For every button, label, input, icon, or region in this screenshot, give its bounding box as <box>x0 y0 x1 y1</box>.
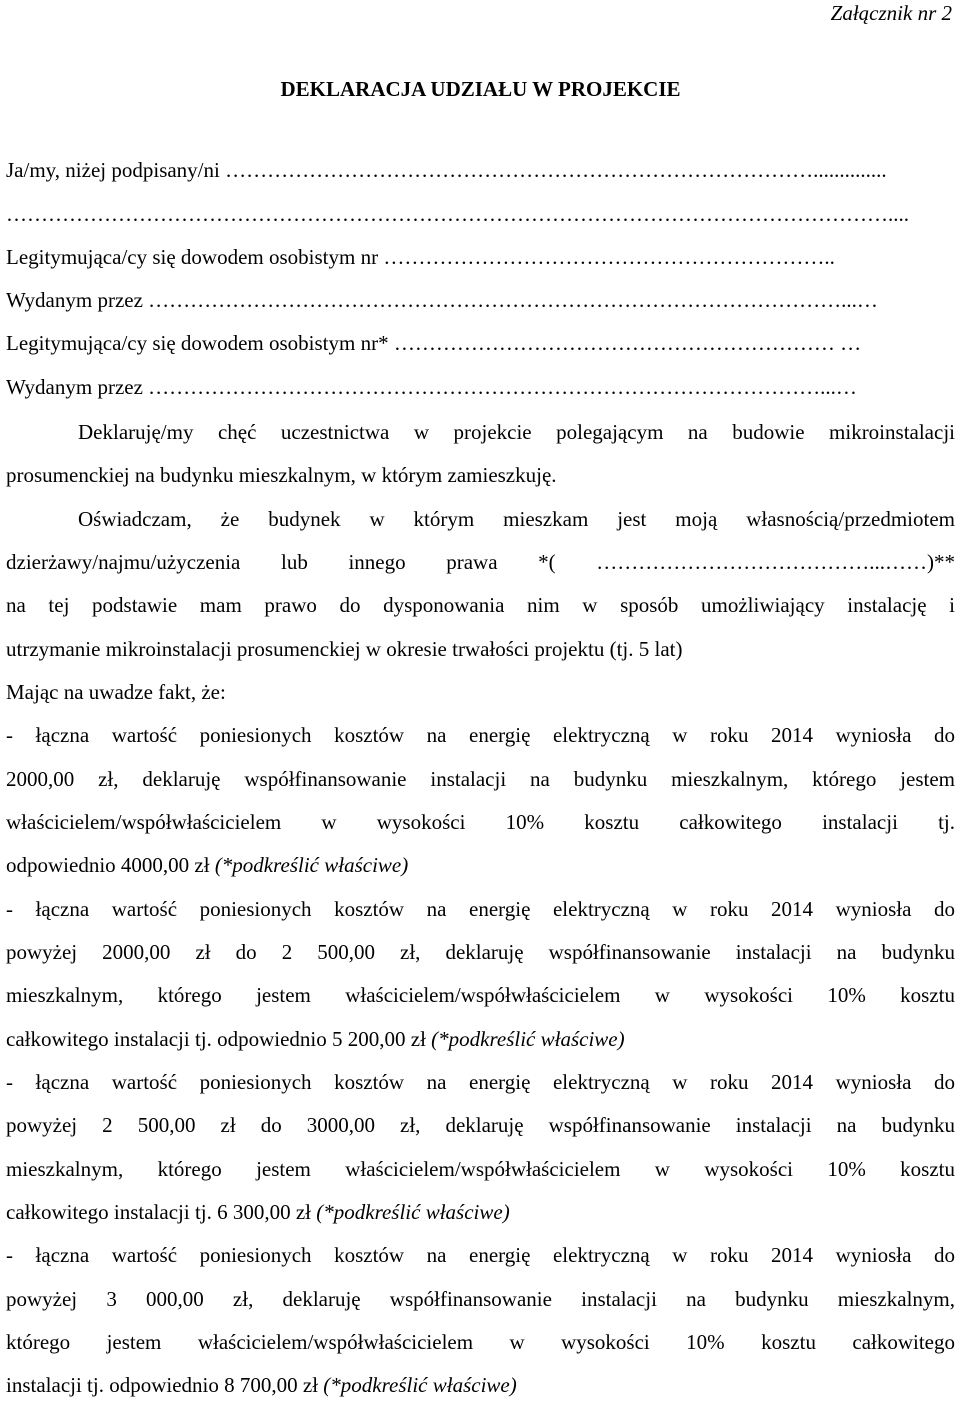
signatory-name-line: Ja/my, niżej podpisany/ni ………………………………………………………………………….............. <box>6 158 887 182</box>
option-1-line-4 <box>6 850 955 880</box>
statement-line-2: dzierżawy/najmu/użyczenia lub innego prawa *( …………………………………...……)** <box>6 550 955 574</box>
declaration-line-1: Deklaruję/my chęć uczestnictwa w projekcie polegającym na budowie mikroinstalacji <box>78 420 955 444</box>
option-4-line-4 <box>6 1370 955 1400</box>
option-3-line-2: powyżej 2 500,00 zł do 3000,00 zł, deklaruję współfinansowanie instalacji na budynku <box>6 1113 955 1137</box>
statement-line-3: na tej podstawie mam prawo do dysponowania nim w sposób umożliwiający instalację i <box>6 593 955 617</box>
option-4-amount: instalacji tj. odpowiednio 8 700,00 zł <box>6 1373 319 1397</box>
statement-line-1: Oświadczam, że budynek w którym mieszkam jest moją własnością/przedmiotem <box>78 507 955 531</box>
option-2-amount: całkowitego instalacji tj. odpowiednio 5 200,00 zł <box>6 1027 426 1051</box>
declaration-line-2: prosumenckiej na budynku mieszkalnym, w którym zamieszkuję. <box>6 463 557 487</box>
option-4-line-1: - łączna wartość poniesionych kosztów na energię elektryczną w roku 2014 wyniosła do <box>6 1243 955 1267</box>
option-2-line-4 <box>6 1024 955 1054</box>
id-card-issuer-line: Wydanym przez ………………………………………………………………………………………...… <box>6 288 878 312</box>
option-3-line-3: mieszkalnym, którego jestem właścicielem/współwłaścicielem w wysokości 10% kosztu <box>6 1157 955 1181</box>
option-1-line-2: 2000,00 zł, deklaruję współfinansowanie instalacji na budynku mieszkalnym, którego jestem <box>6 767 955 791</box>
statement-line-4: utrzymanie mikroinstalacji prosumenckiej w okresie trwałości projektu (tj. 5 lat) <box>6 637 683 661</box>
second-id-card-issuer-line: Wydanym przez ……………………………………………………………………………………...… <box>6 375 857 399</box>
option-2-note: (*podkreślić właściwe) <box>431 1027 625 1051</box>
option-4-line-3: którego jestem właścicielem/współwłaścicielem w wysokości 10% kosztu całkowitego <box>6 1330 955 1354</box>
facts-intro: Mając na uwadze fakt, że: <box>6 680 226 704</box>
document-title: DEKLARACJA UDZIAŁU W PROJEKCIE <box>280 77 681 101</box>
option-3-amount: całkowitego instalacji tj. 6 300,00 zł <box>6 1200 312 1224</box>
option-3-line-4 <box>6 1197 955 1227</box>
option-4-note: (*podkreślić właściwe) <box>323 1373 517 1397</box>
option-3-line-1: - łączna wartość poniesionych kosztów na energię elektryczną w roku 2014 wyniosła do <box>6 1070 955 1094</box>
option-1-note: (*podkreślić właściwe) <box>214 853 409 877</box>
option-4-line-2: powyżej 3 000,00 zł, deklaruję współfinansowanie instalacji na budynku mieszkalnym, <box>6 1287 955 1311</box>
option-1-line-1: - łączna wartość poniesionych kosztów na energię elektryczną w roku 2014 wyniosła do <box>6 723 955 747</box>
option-2-line-3: mieszkalnym, którego jestem właścicielem/współwłaścicielem w wysokości 10% kosztu <box>6 983 955 1007</box>
signatory-name-continuation-line: ……………………………………………………………………………………………………………….... <box>6 202 909 226</box>
option-1-line-3: właścicielem/współwłaścicielem w wysokości 10% kosztu całkowitego instalacji tj. <box>6 810 955 834</box>
option-2-line-1: - łączna wartość poniesionych kosztów na energię elektryczną w roku 2014 wyniosła do <box>6 897 955 921</box>
annex-label: Załącznik nr 2 <box>830 1 952 25</box>
option-1-amount: odpowiednio 4000,00 zł <box>6 853 210 877</box>
option-2-line-2: powyżej 2000,00 zł do 2 500,00 zł, deklaruję współfinansowanie instalacji na budynku <box>6 940 955 964</box>
second-id-card-number-line: Legitymująca/cy się dowodem osobistym nr* ……………………………………………………… … <box>6 331 862 355</box>
id-card-number-line: Legitymująca/cy się dowodem osobistym nr ……………………………………………………….. <box>6 245 835 269</box>
option-3-note: (*podkreślić właściwe) <box>316 1200 510 1224</box>
